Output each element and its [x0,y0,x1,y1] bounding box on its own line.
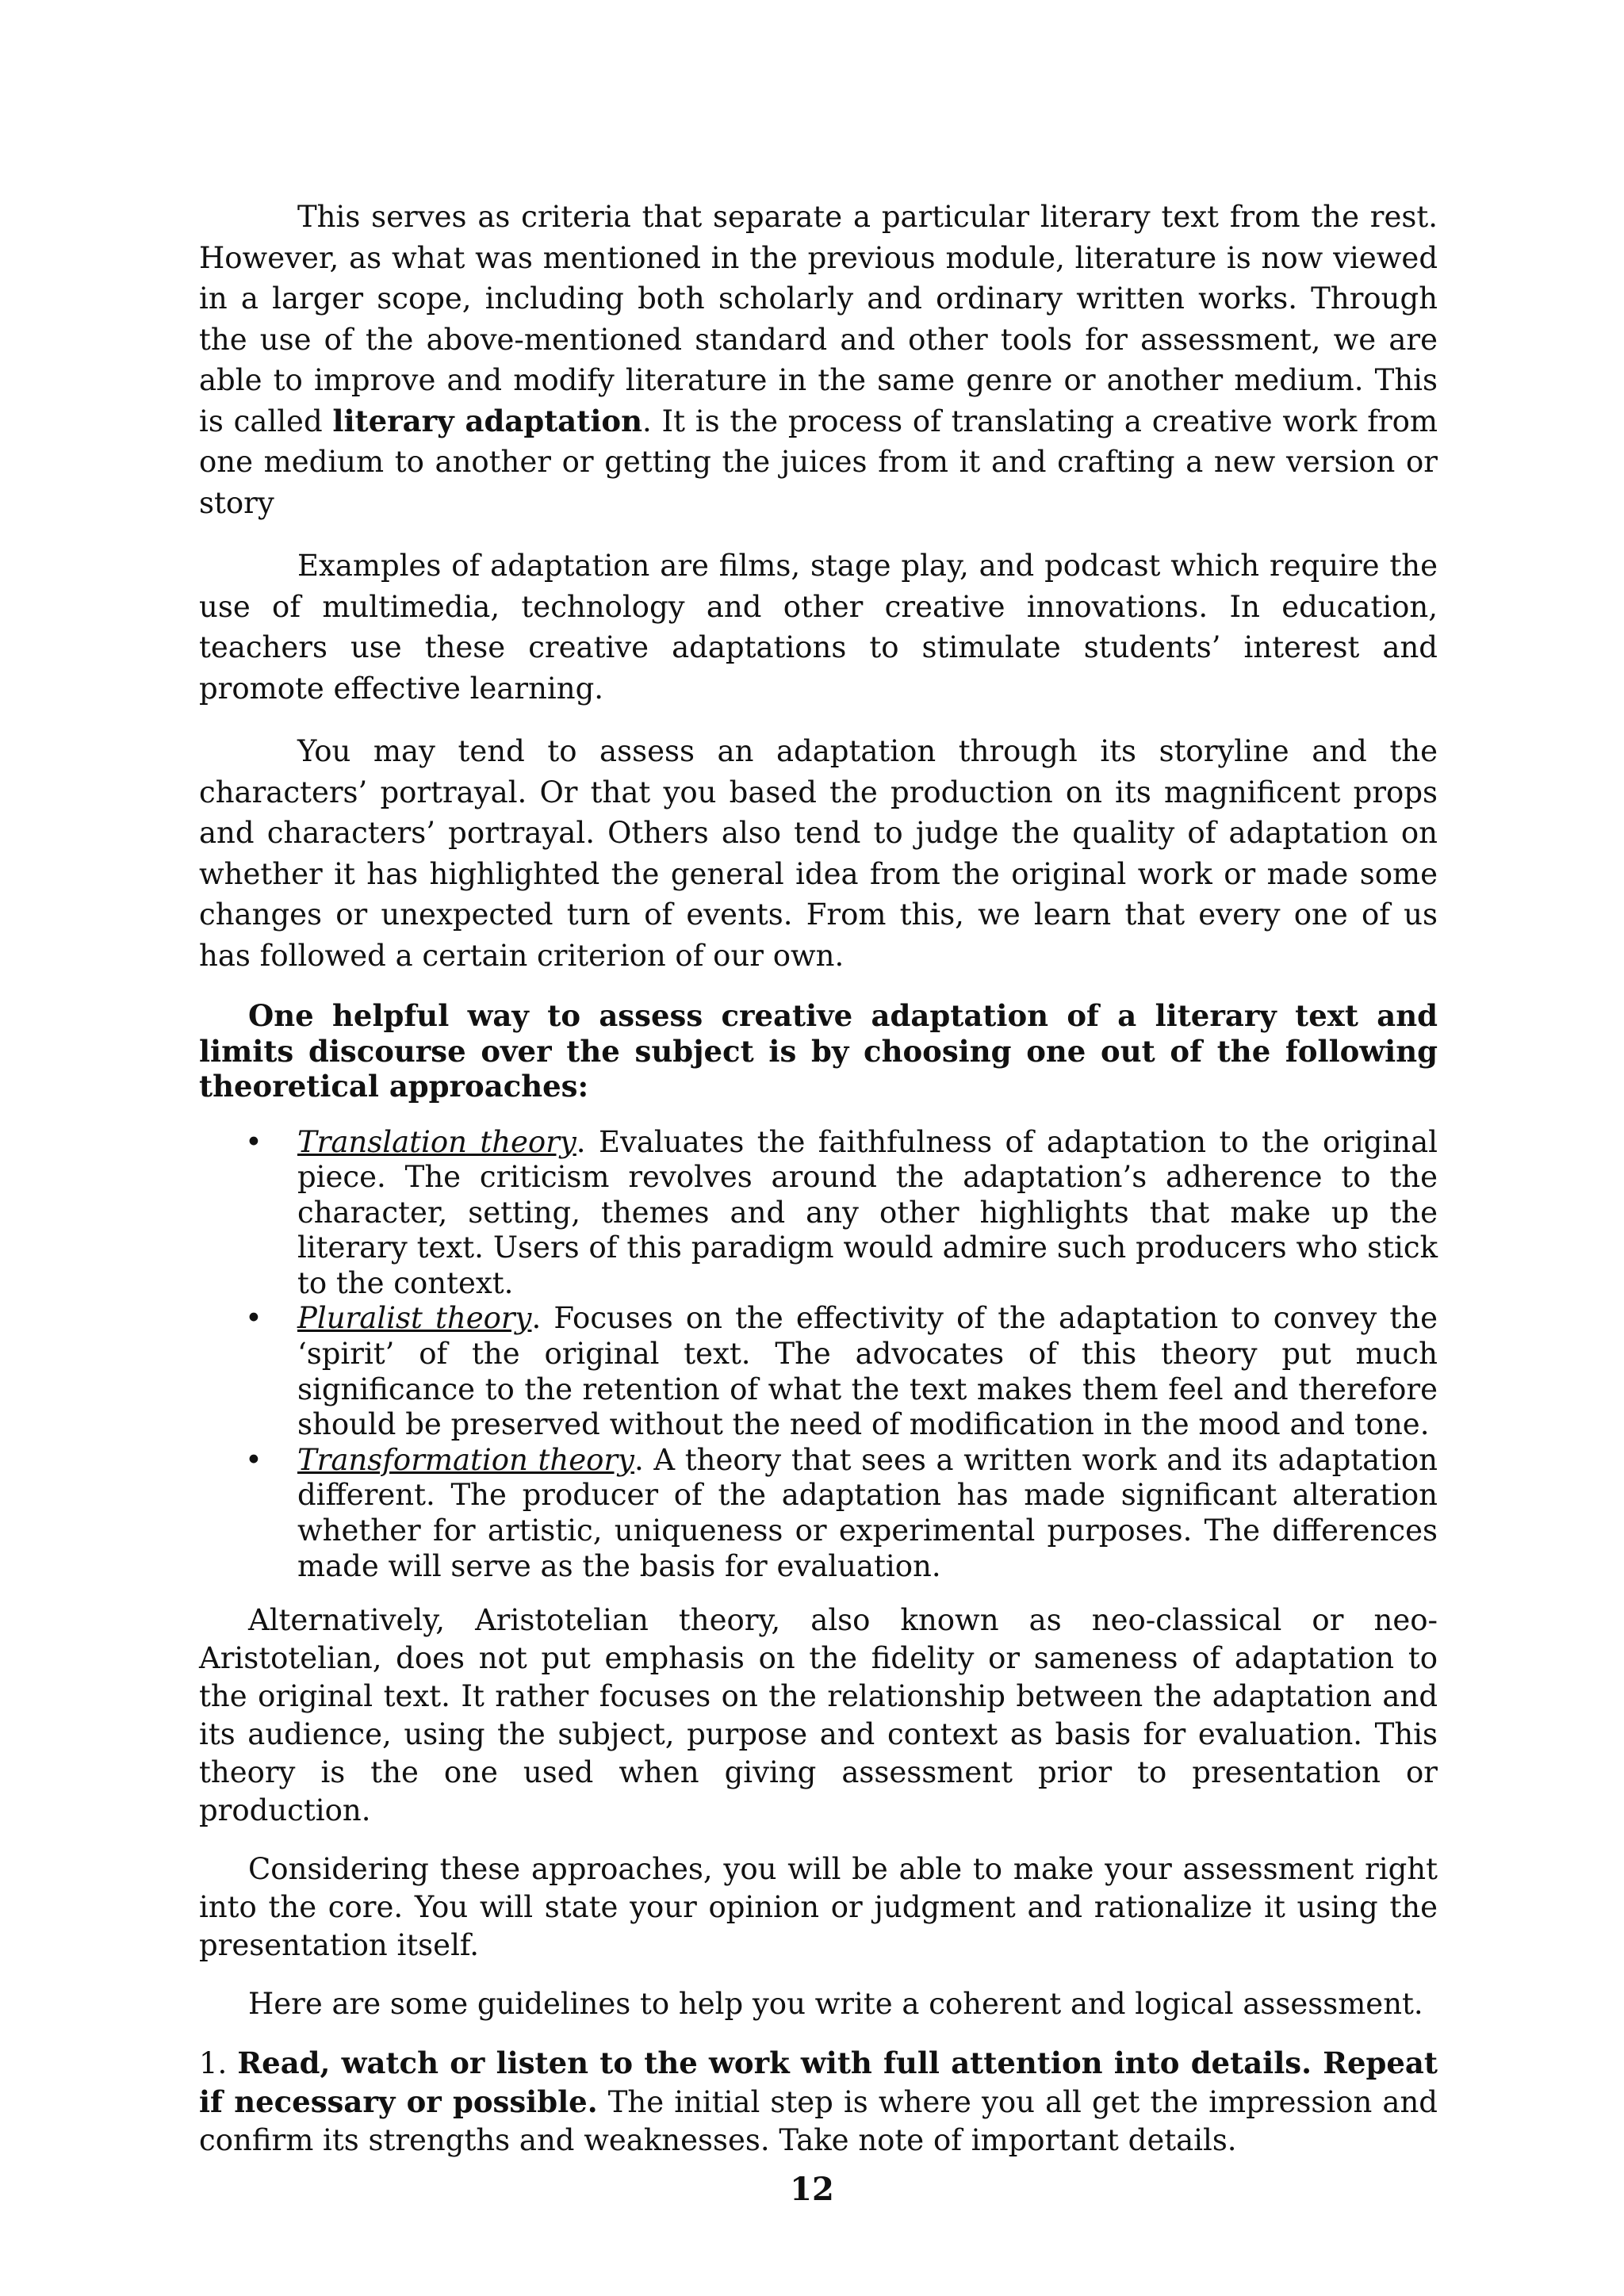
step-title: Read, watch or listen to the work with full attention into details. Repeat if necessary or possible. [199,2045,1438,2120]
paragraph-literary-adaptation [199,197,1438,523]
page-number: 12 [790,2171,834,2208]
step-description: The initial step is where you all get the impression and confirm its strengths and weaknesses. Take note of important details. [199,2085,1438,2158]
bullet-icon: • [245,1124,262,1159]
theory-description: . A theory that sees a written work and its adaptation different. The producer of the adaptation has made significant alteration whether for artistic, uniqueness or experimental purposes. The differences made will serve as the basis for evaluation. [297,1442,1438,1583]
theory-term: Pluralist theory [297,1301,532,1336]
paragraph-considering-approaches: Considering these approaches, you will be able to make your assessment right into the core. You will state your opinion or judgment and rationalize it using the presentation itself. [199,1852,1438,1963]
key-term-literary-adaptation: literary adaptation [332,403,643,438]
list-item-translation-theory [199,1125,1438,1302]
guideline-step-1 [199,2044,1438,2160]
paragraph-assessing-adaptation: You may tend to assess an adaptation through its storyline and the characters’ portrayal. Or that you based the production on its magnificent props and characters’ portrayal. Others also tend to judge the quality of adaptation on whether it has highlighted the general idea from the original work or made some changes or unexpected turn of events. From this, we learn that every one of us has followed a certain criterion of our own. [199,734,1438,973]
step-number: 1. [199,2046,238,2081]
theory-term: Transformation theory [297,1442,634,1477]
bullet-icon: • [245,1301,262,1336]
page-content [199,197,1438,2160]
paragraph-text: This serves as criteria that separate a particular literary text from the rest. However, as what was mentioned in the previous module, literature is now viewed in a larger scope, including both scholarly and ordinary written works. Through the use of the above-mentioned standard and other tools for assessment, we are able to improve and modify literature in the same genre or another medium. This is called [199,200,1438,438]
paragraph-guidelines-intro: Here are some guidelines to help you write a coherent and logical assessment. [248,1987,1423,2022]
theories-list [199,1125,1438,1585]
paragraph-adaptation-examples: Examples of adaptation are films, stage play, and podcast which require the use of multimedia, technology and other creative innovations. In education, teachers use these creative adaptations to stimulate students’ interest and promote effective learning. [199,549,1438,706]
theory-description: . Focuses on the effectivity of the adaptation to convey the ‘spirit’ of the original text. The advocates of this theory put much significance to the retention of what the text makes them feel and therefore should be preserved without the need of modification in the mood and tone. [297,1301,1438,1442]
paragraph-text: . It is the process of translating a creative work from one medium to another or getting the juices from it and crafting a new version or story [199,404,1438,520]
theoretical-approaches-heading: One helpful way to assess creative adaptation of a literary text and limits discourse over the subject is by choosing one out of the following theoretical approaches: [199,998,1438,1104]
list-item-pluralist-theory [199,1301,1438,1442]
bullet-icon: • [245,1442,262,1477]
theory-description: . Evaluates the faithfulness of adaptation to the original piece. The criticism revolves around the adaptation’s adherence to the character, setting, themes and any other highlights that make up the literary text. Users of this paradigm would admire such producers who stick to the context. [297,1124,1438,1300]
list-item-transformation-theory [199,1443,1438,1584]
paragraph-aristotelian-theory: Alternatively, Aristotelian theory, also known as neo-classical or neo-Aristotelian, does not put emphasis on the fidelity or sameness of adaptation to the original text. It rather focuses on the relationship between the adaptation and its audience, using the subject, purpose and context as basis for evaluation. This theory is the one used when giving assessment prior to presentation or production. [199,1603,1438,1828]
theory-term: Translation theory [297,1124,576,1159]
